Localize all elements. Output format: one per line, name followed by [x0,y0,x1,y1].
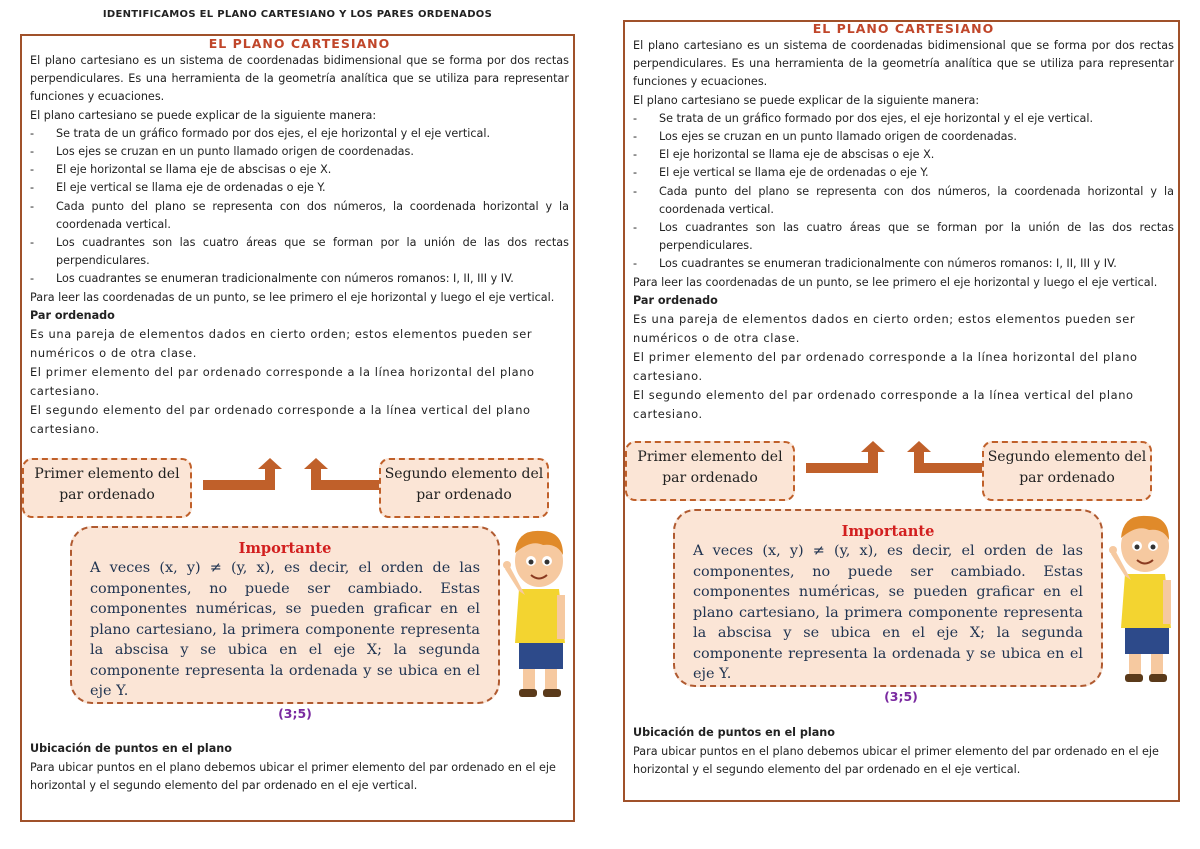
bullet-item: - Cada punto del plano se representa con dos números, la coordenada horizontal y la coordenada vertical. [30,198,569,234]
bullet-item: - El eje vertical se llama eje de ordenadas o eje Y. [633,164,1174,182]
section-title: EL PLANO CARTESIANO [208,36,391,51]
boy-pointing-illustration [503,525,573,701]
element-boxes [623,441,1178,511]
important-text: A veces (x, y) ≠ (y, x), es decir, el orden de las componentes, no puede ser cambiado. Estas componentes numéricas, se pueden graficar en el plano cartesiano, la primera componente representa la abscisa y se ubica en el eje X; la segunda componente representa la ordenada y se ubica en el eje Y. [693,543,1083,682]
bullet-item: - El eje horizontal se llama eje de abscisas o eje X. [633,146,1174,164]
intro-paragraph: El plano cartesiano es un sistema de coordenadas bidimensional que se forma por dos rectas perpendiculares. Es una herramienta de la geometría analítica que se utiliza para representar funciones y ecuaciones. [30,54,569,104]
explain-lead: El plano cartesiano se puede explicar de la siguiente manera: [633,93,980,107]
bullet-item: - El eje horizontal se llama eje de abscisas o eje X. [30,161,569,179]
arrow-connector-icon [198,458,398,498]
location-text: Para ubicar puntos en el plano debemos ubicar el primer elemento del par ordenado en el eje horizontal y el segundo elemento del par ordenado en el eje vertical. [30,760,556,792]
arrow-connector-icon [801,441,1001,481]
important-text: A veces (x, y) ≠ (y, x), es decir, el orden de las componentes, no puede ser cambiado. Estas componentes numéricas, se pueden graficar en el plano cartesiano, la primera componente representa la abscisa y se ubica en el eje X; la segunda componente representa la ordenada y se ubica en el eje Y. [90,560,480,699]
bullet-item: - Los cuadrantes se enumeran tradicionalmente con números romanos: I, II, III y IV. [30,270,569,288]
important-callout [673,509,1103,687]
location-text: Para ubicar puntos en el plano debemos ubicar el primer elemento del par ordenado en el eje horizontal y el segundo elemento del par ordenado en el eje vertical. [633,744,1159,776]
explain-lead: El plano cartesiano se puede explicar de la siguiente manera: [30,108,377,122]
reading-rule: Para leer las coordenadas de un punto, se lee primero el eje horizontal y luego el eje vertical. [633,275,1158,289]
example-pair: (3;5) [278,706,312,721]
section-title: EL PLANO CARTESIANO [812,21,995,36]
right-page [623,0,1180,800]
par-paragraph: Es una pareja de elementos dados en cierto orden; estos elementos pueden ser numéricos o de otra clase. [633,312,1136,346]
important-title: Importante [841,523,935,540]
content-block [30,36,569,439]
par-paragraph: El segundo elemento del par ordenado corresponde a la línea vertical del plano cartesiano. [633,388,1134,422]
left-page [20,0,575,820]
bullet-item: - Los cuadrantes son las cuatro áreas que se forman por la unión de las dos rectas perpendiculares. [30,234,569,270]
reading-rule: Para leer las coordenadas de un punto, se lee primero el eje horizontal y luego el eje vertical. [30,290,555,304]
boy-pointing-illustration [1109,510,1179,686]
location-heading: Ubicación de puntos en el plano [633,726,835,739]
bullet-list [633,110,1174,274]
second-element-box: Segundo elemento del par ordenado [982,441,1152,501]
content-block [633,21,1174,424]
first-element-box: Primer elemento del par ordenado [22,458,192,518]
page-heading: IDENTIFICAMOS EL PLANO CARTESIANO Y LOS PARES ORDENADOS [102,9,493,20]
bullet-item: - Los ejes se cruzan en un punto llamado origen de coordenadas. [633,128,1174,146]
bullet-item: - Se trata de un gráfico formado por dos ejes, el eje horizontal y el eje vertical. [633,110,1174,128]
location-heading: Ubicación de puntos en el plano [30,742,232,755]
par-heading: Par ordenado [633,293,718,307]
par-heading: Par ordenado [30,308,115,322]
intro-paragraph: El plano cartesiano es un sistema de coordenadas bidimensional que se forma por dos rectas perpendiculares. Es una herramienta de la geometría analítica que se utiliza para representar funciones y ecuaciones. [633,39,1174,89]
par-paragraph: El segundo elemento del par ordenado corresponde a la línea vertical del plano cartesiano. [30,403,531,437]
par-paragraph: El primer elemento del par ordenado corresponde a la línea horizontal del plano cartesiano. [633,350,1138,384]
bullet-item: - Se trata de un gráfico formado por dos ejes, el eje horizontal y el eje vertical. [30,125,569,143]
bullet-item: - Cada punto del plano se representa con dos números, la coordenada horizontal y la coordenada vertical. [633,183,1174,219]
second-element-box: Segundo elemento del par ordenado [379,458,549,518]
par-paragraph: Es una pareja de elementos dados en cierto orden; estos elementos pueden ser numéricos o de otra clase. [30,327,533,361]
important-title: Importante [238,540,332,557]
example-pair: (3;5) [884,689,918,704]
important-callout [70,526,500,704]
location-section [30,740,565,796]
bullet-item: - Los cuadrantes son las cuatro áreas que se forman por la unión de las dos rectas perpendiculares. [633,219,1174,255]
first-element-box: Primer elemento del par ordenado [625,441,795,501]
bullet-item: - Los cuadrantes se enumeran tradicionalmente con números romanos: I, II, III y IV. [633,255,1174,273]
bullet-list [30,125,569,289]
bullet-item: - Los ejes se cruzan en un punto llamado origen de coordenadas. [30,143,569,161]
location-section [633,724,1170,780]
par-paragraph: El primer elemento del par ordenado corresponde a la línea horizontal del plano cartesiano. [30,365,535,399]
bullet-item: - El eje vertical se llama eje de ordenadas o eje Y. [30,179,569,197]
element-boxes [20,458,575,528]
